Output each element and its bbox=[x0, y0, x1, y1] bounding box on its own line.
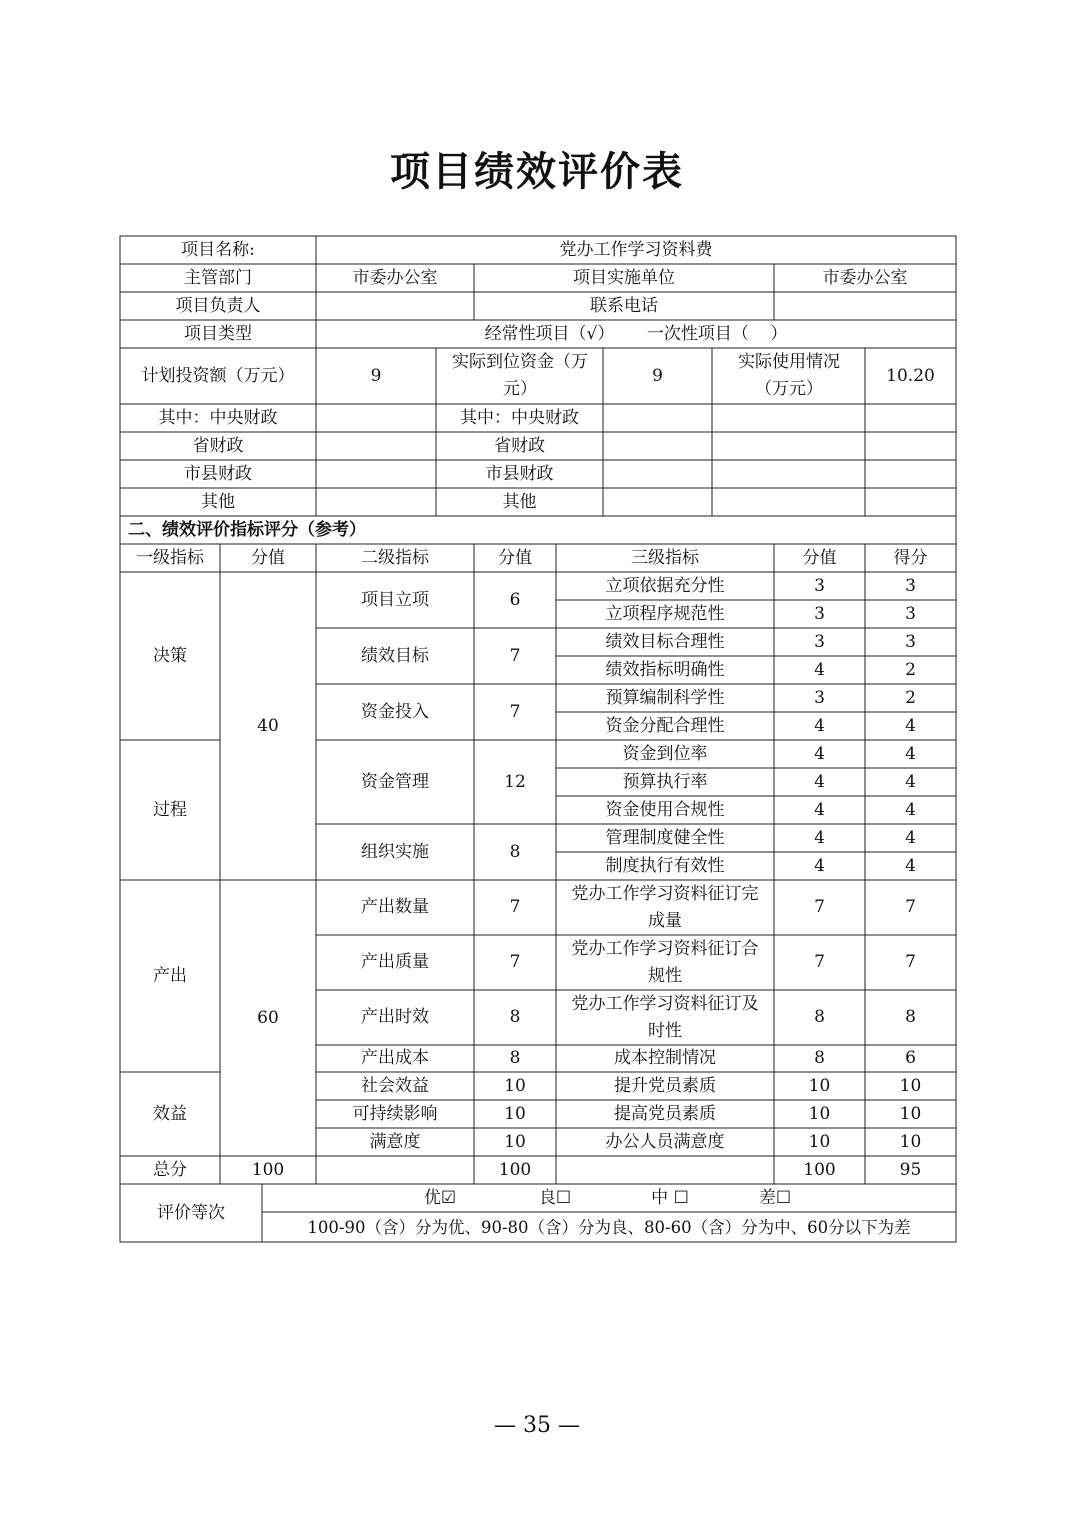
level2-item: 满意度 bbox=[369, 1131, 421, 1152]
level3-got: 4 bbox=[905, 855, 916, 876]
level3-score: 4 bbox=[814, 799, 825, 820]
province-finance-label-2: 省财政 bbox=[494, 435, 545, 456]
central-finance-label: 其中：中央财政 bbox=[158, 407, 278, 428]
other-finance-label-2: 其他 bbox=[502, 491, 537, 512]
leader-value bbox=[316, 292, 474, 320]
level3-got: 10 bbox=[899, 1131, 922, 1152]
implementer-label: 项目实施单位 bbox=[573, 267, 675, 288]
section2-heading: 二、绩效评价指标评分（参考） bbox=[128, 519, 366, 540]
level3-got: 2 bbox=[905, 659, 916, 680]
implementer-value: 市委办公室 bbox=[822, 267, 908, 288]
level1-score-60: 60 bbox=[257, 1007, 279, 1028]
level3-got: 4 bbox=[905, 743, 916, 764]
level3-score: 3 bbox=[814, 631, 825, 652]
level2-score: 8 bbox=[509, 1048, 521, 1068]
level2-item: 产出成本 bbox=[361, 1048, 429, 1068]
level1-output: 产出 bbox=[153, 965, 187, 986]
level3-score: 4 bbox=[814, 659, 825, 680]
level3-got: 4 bbox=[905, 799, 916, 820]
level3-score: 7 bbox=[814, 952, 825, 972]
project-name-value: 党办工作学习资料费 bbox=[559, 239, 713, 260]
level3-item: 提升党员素质 bbox=[614, 1075, 716, 1096]
received-label: 实际到位资金（万元） bbox=[452, 352, 588, 399]
level3-got: 10 bbox=[899, 1075, 922, 1096]
level3-got: 3 bbox=[905, 575, 916, 596]
level3-item: 绩效目标合理性 bbox=[605, 631, 725, 652]
level3-got: 4 bbox=[905, 827, 916, 848]
department-value: 市委办公室 bbox=[352, 267, 438, 288]
level3-item: 党办工作学习资料征订完成量 bbox=[571, 883, 759, 931]
project-name-label: 项目名称: bbox=[181, 239, 255, 260]
leader-label: 项目负责人 bbox=[175, 295, 261, 316]
level3-got: 7 bbox=[905, 952, 916, 972]
total-level1: 100 bbox=[251, 1159, 285, 1180]
level2-score: 7 bbox=[509, 701, 521, 722]
central-finance-label-2: 其中：中央财政 bbox=[460, 407, 579, 428]
level3-score: 3 bbox=[814, 603, 825, 624]
level3-score: 8 bbox=[814, 1048, 825, 1068]
level3-score: 8 bbox=[814, 1007, 825, 1027]
level3-item: 资金分配合理性 bbox=[605, 715, 725, 736]
phone-value bbox=[774, 292, 956, 320]
level3-score: 4 bbox=[814, 715, 825, 736]
level2-score: 10 bbox=[504, 1103, 526, 1124]
level3-item: 办公人员满意度 bbox=[605, 1131, 725, 1152]
level3-item: 预算编制科学性 bbox=[605, 687, 725, 708]
level3-score: 7 bbox=[814, 897, 825, 917]
province-finance-label: 省财政 bbox=[192, 435, 244, 456]
level2-score: 10 bbox=[504, 1131, 526, 1152]
level2-item: 社会效益 bbox=[361, 1075, 429, 1096]
level3-got: 3 bbox=[905, 631, 916, 652]
level3-score: 10 bbox=[808, 1131, 831, 1152]
level2-score: 7 bbox=[509, 952, 521, 972]
level3-score: 3 bbox=[814, 687, 825, 708]
total-level3: 100 bbox=[803, 1159, 836, 1180]
planned-label: 计划投资额（万元） bbox=[141, 365, 295, 386]
level3-got: 6 bbox=[905, 1048, 916, 1068]
level1-score-40: 40 bbox=[257, 715, 279, 736]
level3-score: 10 bbox=[808, 1103, 831, 1124]
rating-excellent-checkbox[interactable]: 优☑ bbox=[423, 1187, 457, 1208]
level2-score: 8 bbox=[509, 841, 521, 862]
level2-item: 可持续影响 bbox=[352, 1103, 438, 1124]
level3-got: 4 bbox=[905, 771, 916, 792]
level3-item: 制度执行有效性 bbox=[605, 855, 725, 876]
level3-item: 资金到位率 bbox=[622, 743, 708, 764]
level3-item: 立项依据充分性 bbox=[605, 575, 725, 596]
city-finance-label-2: 市县财政 bbox=[485, 463, 554, 484]
level2-score: 7 bbox=[509, 897, 521, 917]
level3-score: 4 bbox=[814, 827, 825, 848]
department-label: 主管部门 bbox=[184, 267, 252, 288]
rating-good-checkbox[interactable]: 良☐ bbox=[538, 1187, 572, 1208]
level2-item: 产出质量 bbox=[361, 952, 429, 972]
rating-rule: 100-90（含）分为优、90-80（含）分为良、80-60（含）分为中、60分以下为差 bbox=[307, 1217, 911, 1237]
level3-item: 党办工作学习资料征订及时性 bbox=[571, 993, 759, 1041]
level1-process: 过程 bbox=[153, 799, 187, 820]
page-number: — 35 — bbox=[494, 1413, 580, 1438]
city-finance-label: 市县财政 bbox=[184, 463, 252, 484]
level3-score: 4 bbox=[814, 771, 825, 792]
total-level2: 100 bbox=[498, 1159, 532, 1180]
level3-score: 3 bbox=[814, 575, 825, 596]
level2-score: 7 bbox=[509, 645, 521, 666]
level2-score: 8 bbox=[509, 1007, 521, 1027]
level3-item: 党办工作学习资料征订合规性 bbox=[571, 938, 759, 986]
rating-label: 评价等次 bbox=[157, 1202, 225, 1223]
level2-item: 组织实施 bbox=[361, 841, 429, 862]
level3-score: 10 bbox=[808, 1075, 831, 1096]
level3-item: 预算执行率 bbox=[622, 771, 708, 792]
type-label: 项目类型 bbox=[184, 323, 252, 344]
level2-item: 资金投入 bbox=[361, 701, 429, 722]
level3-item: 绩效指标明确性 bbox=[605, 659, 725, 680]
used-value: 10.20 bbox=[886, 365, 935, 386]
level1-benefit: 效益 bbox=[153, 1103, 187, 1124]
level2-score: 10 bbox=[504, 1075, 526, 1096]
rating-medium-checkbox[interactable]: 中 ☐ bbox=[651, 1187, 689, 1208]
received-value: 9 bbox=[652, 365, 663, 386]
used-label: 实际使用情况（万元） bbox=[738, 352, 840, 399]
level2-score: 12 bbox=[504, 771, 526, 792]
level2-item: 资金管理 bbox=[361, 771, 429, 792]
total-label: 总分 bbox=[153, 1159, 187, 1180]
level3-got: 8 bbox=[905, 1007, 916, 1027]
level3-got: 10 bbox=[899, 1103, 922, 1124]
phone-label: 联系电话 bbox=[590, 295, 658, 316]
level2-score: 6 bbox=[509, 589, 521, 610]
level3-item: 立项程序规范性 bbox=[605, 603, 725, 624]
header-got: 得分 bbox=[893, 547, 928, 568]
level1-decision: 决策 bbox=[153, 645, 187, 666]
level2-item: 绩效目标 bbox=[361, 645, 429, 666]
header-score1: 分值 bbox=[251, 547, 285, 568]
level3-got: 3 bbox=[905, 603, 916, 624]
level3-score: 4 bbox=[814, 743, 825, 764]
level3-item: 提高党员素质 bbox=[614, 1103, 716, 1124]
planned-value: 9 bbox=[370, 365, 382, 386]
header-score3: 分值 bbox=[802, 547, 837, 568]
level2-item: 产出时效 bbox=[361, 1007, 429, 1027]
rating-poor-checkbox[interactable]: 差☐ bbox=[758, 1187, 792, 1208]
level2-item: 产出数量 bbox=[361, 897, 429, 917]
level3-item: 管理制度健全性 bbox=[605, 827, 725, 848]
other-finance-label: 其他 bbox=[201, 491, 235, 512]
header-score2: 分值 bbox=[498, 547, 532, 568]
header-level3: 三级指标 bbox=[631, 547, 699, 568]
level3-score: 4 bbox=[814, 855, 825, 876]
level3-got: 2 bbox=[905, 687, 916, 708]
header-level2: 二级指标 bbox=[361, 547, 429, 568]
page-title: 项目绩效评价表 bbox=[390, 148, 684, 195]
level3-item: 成本控制情况 bbox=[614, 1048, 716, 1068]
type-value: 经常性项目（√） 一次性项目（ ） bbox=[484, 323, 788, 344]
level2-item: 项目立项 bbox=[361, 589, 429, 610]
header-level1: 一级指标 bbox=[136, 547, 204, 568]
level3-item: 资金使用合规性 bbox=[605, 799, 725, 820]
level3-got: 4 bbox=[905, 715, 916, 736]
total-got: 95 bbox=[899, 1159, 922, 1180]
level3-got: 7 bbox=[905, 897, 916, 917]
